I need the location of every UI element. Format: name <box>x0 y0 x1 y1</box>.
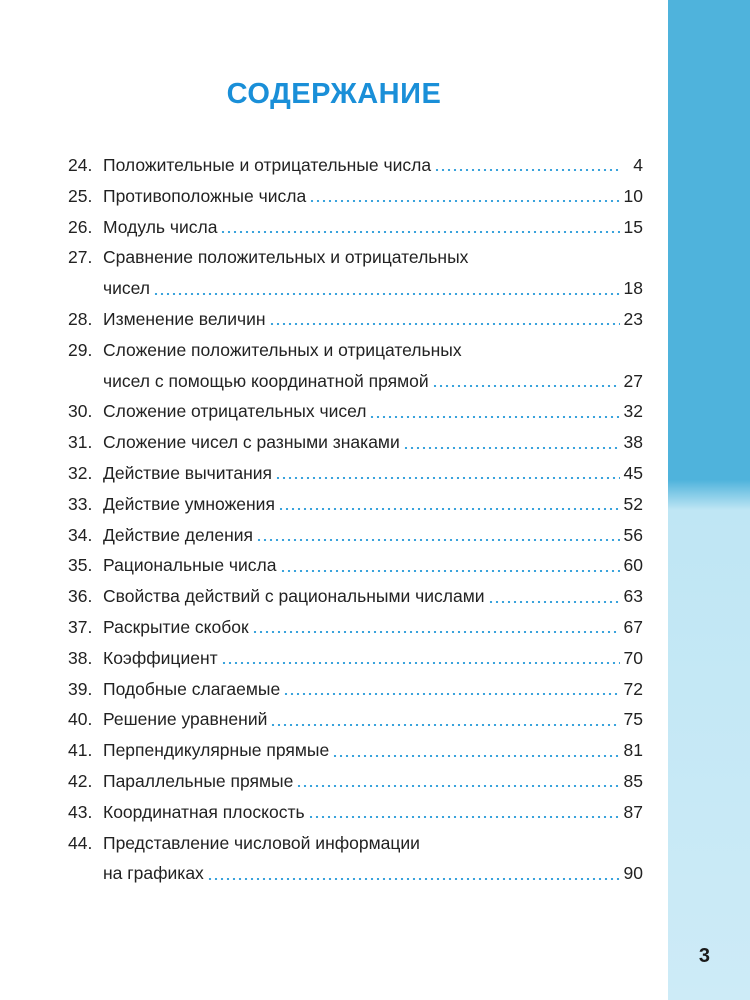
toc-entry-page: 10 <box>623 185 643 206</box>
toc-entry-number: 38. <box>68 647 93 668</box>
toc-entry-line <box>68 489 643 520</box>
toc-entry-line <box>68 550 643 581</box>
toc-entry-line <box>68 335 643 366</box>
toc-entry-number: 34. <box>68 524 93 545</box>
toc-entry-page: 15 <box>623 216 643 237</box>
dot-leader <box>432 385 620 387</box>
toc-entry-number: 31. <box>68 432 93 453</box>
toc-entry-title: Действие умножения <box>103 493 275 514</box>
toc-entry[interactable] <box>68 396 643 427</box>
toc-entry-line <box>68 704 643 735</box>
toc-entry-page: 81 <box>623 740 643 761</box>
toc-entry-line <box>68 581 643 612</box>
toc-entry[interactable] <box>68 704 643 735</box>
toc-entry-page: 63 <box>623 586 643 607</box>
toc-entry[interactable] <box>68 520 643 551</box>
dot-leader <box>275 477 620 479</box>
toc-entry-line <box>68 828 643 859</box>
table-of-contents <box>68 150 643 889</box>
toc-entry-title: Действие деления <box>103 524 254 545</box>
toc-entry[interactable] <box>68 643 643 674</box>
toc-entry-title: чисел <box>103 278 151 299</box>
toc-entry-number: 30. <box>68 401 93 422</box>
dot-leader <box>256 539 620 541</box>
dot-leader <box>278 508 620 510</box>
toc-entry-title: Сложение отрицательных чисел <box>103 401 367 422</box>
toc-entry-title: Решение уравнений <box>103 709 268 730</box>
toc-entry-title: Сложение чисел с разными знаками <box>103 432 400 453</box>
dot-leader <box>309 200 620 202</box>
toc-entry[interactable] <box>68 581 643 612</box>
toc-entry-page: 52 <box>623 493 643 514</box>
toc-entry[interactable] <box>68 458 643 489</box>
toc-entry-line <box>68 304 643 335</box>
toc-entry-number: 24. <box>68 155 93 175</box>
toc-entry-line <box>68 858 643 889</box>
toc-entry-line <box>68 458 643 489</box>
dot-leader <box>221 662 620 664</box>
toc-entry[interactable] <box>68 427 643 458</box>
toc-entry[interactable] <box>68 489 643 520</box>
toc-entry-number: 32. <box>68 462 93 483</box>
toc-entry-page: 38 <box>623 432 643 453</box>
toc-entry-title: Перпендикулярные прямые <box>103 740 330 761</box>
toc-entry-number: 25. <box>68 185 93 206</box>
dot-leader <box>220 231 620 233</box>
toc-entry-page: 32 <box>623 401 643 422</box>
dot-leader <box>296 785 620 787</box>
dot-leader <box>332 755 620 757</box>
toc-entry-number: 42. <box>68 770 93 791</box>
toc-entry-line <box>68 181 643 212</box>
toc-entry-number: 26. <box>68 216 93 237</box>
toc-entry-page: 75 <box>623 709 643 730</box>
toc-entry-title: Параллельные прямые <box>103 770 294 791</box>
dot-leader <box>153 293 620 295</box>
toc-entry-page: 23 <box>623 308 643 329</box>
toc-entry-number: 44. <box>68 832 93 853</box>
toc-entry-title: чисел с помощью координатной прямой <box>103 370 429 391</box>
dot-leader <box>369 416 620 418</box>
dot-leader <box>283 693 620 695</box>
toc-entry[interactable] <box>68 612 643 643</box>
dot-leader <box>207 878 620 880</box>
toc-entry-page: 67 <box>623 616 643 637</box>
toc-entry-page: 87 <box>623 801 643 822</box>
toc-entry-line <box>68 766 643 797</box>
toc-entry-page: 27 <box>623 370 643 391</box>
toc-entry-number: 33. <box>68 493 93 514</box>
toc-entry-page: 70 <box>623 647 643 668</box>
page-title: СОДЕРЖАНИЕ <box>226 78 442 110</box>
toc-entry[interactable] <box>68 828 643 890</box>
toc-entry-line <box>68 643 643 674</box>
toc-entry[interactable] <box>68 212 643 243</box>
dot-leader <box>252 631 620 633</box>
toc-entry-page: 60 <box>623 555 643 576</box>
dot-leader <box>403 447 620 449</box>
toc-entry-number: 36. <box>68 586 93 607</box>
toc-entry-page: 56 <box>623 524 643 545</box>
toc-entry-line <box>68 735 643 766</box>
toc-entry-line <box>68 396 643 427</box>
toc-entry[interactable] <box>68 242 643 304</box>
toc-entry-title: Свойства действий с рациональными числами <box>103 586 485 607</box>
toc-entry-title: на графиках <box>103 863 204 884</box>
toc-entry-page: 4 <box>633 155 643 175</box>
toc-entry-number: 37. <box>68 616 93 637</box>
toc-entry-line <box>68 427 643 458</box>
toc-entry-line <box>68 674 643 705</box>
dot-leader <box>434 169 620 171</box>
toc-entry-title: Сравнение положительных и отрицательных <box>103 247 469 268</box>
dot-leader <box>280 570 620 572</box>
toc-entry-line <box>68 242 643 273</box>
toc-entry-title: Сложение положительных и отрицательных <box>103 339 462 360</box>
toc-entry-line <box>68 212 643 243</box>
toc-entry[interactable] <box>68 304 643 335</box>
toc-entry-page: 90 <box>623 863 643 884</box>
toc-entry-title: Модуль числа <box>103 216 218 237</box>
toc-entry-line <box>68 520 643 551</box>
toc-entry-title: Положительные и отрицательные числа <box>103 155 432 175</box>
toc-entry-number: 40. <box>68 709 93 730</box>
toc-entry-title: Раскрытие скобок <box>103 616 249 637</box>
toc-entry-title: Изменение величин <box>103 308 266 329</box>
toc-entry[interactable] <box>68 335 643 397</box>
toc-entry-number: 28. <box>68 308 93 329</box>
toc-entry-page: 45 <box>623 462 643 483</box>
toc-entry-line <box>68 797 643 828</box>
toc-entry[interactable] <box>68 181 643 212</box>
page-number: 3 <box>698 945 710 967</box>
toc-entry-number: 27. <box>68 247 93 268</box>
toc-entry-line <box>68 273 643 304</box>
toc-entry[interactable] <box>68 797 643 828</box>
toc-entry[interactable] <box>68 766 643 797</box>
dot-leader <box>488 601 620 603</box>
toc-entry-page: 85 <box>623 770 643 791</box>
toc-entry-number: 29. <box>68 339 93 360</box>
side-color-strip <box>668 0 750 1000</box>
toc-entry[interactable] <box>68 550 643 581</box>
toc-entry[interactable] <box>68 735 643 766</box>
toc-entry-title: Рациональные числа <box>103 555 277 576</box>
toc-entry-title: Представление числовой информации <box>103 832 420 853</box>
toc-entry-number: 35. <box>68 555 93 576</box>
toc-entry-line <box>68 150 643 181</box>
toc-entry-title: Координатная плоскость <box>103 801 305 822</box>
toc-entry-title: Подобные слагаемые <box>103 678 281 699</box>
dot-leader <box>269 323 620 325</box>
toc-entry-number: 43. <box>68 801 93 822</box>
toc-entry[interactable] <box>68 150 643 181</box>
dot-leader <box>308 816 620 818</box>
toc-entry-title: Действие вычитания <box>103 462 273 483</box>
toc-entry-number: 39. <box>68 678 93 699</box>
dot-leader <box>270 724 620 726</box>
toc-entry[interactable] <box>68 674 643 705</box>
toc-entry-page: 18 <box>623 278 643 299</box>
toc-entry-line <box>68 612 643 643</box>
toc-entry-title: Противоположные числа <box>103 185 307 206</box>
toc-entry-title: Коэффициент <box>103 647 218 668</box>
toc-entry-line <box>68 366 643 397</box>
toc-entry-page: 72 <box>623 678 643 699</box>
toc-entry-number: 41. <box>68 740 93 761</box>
